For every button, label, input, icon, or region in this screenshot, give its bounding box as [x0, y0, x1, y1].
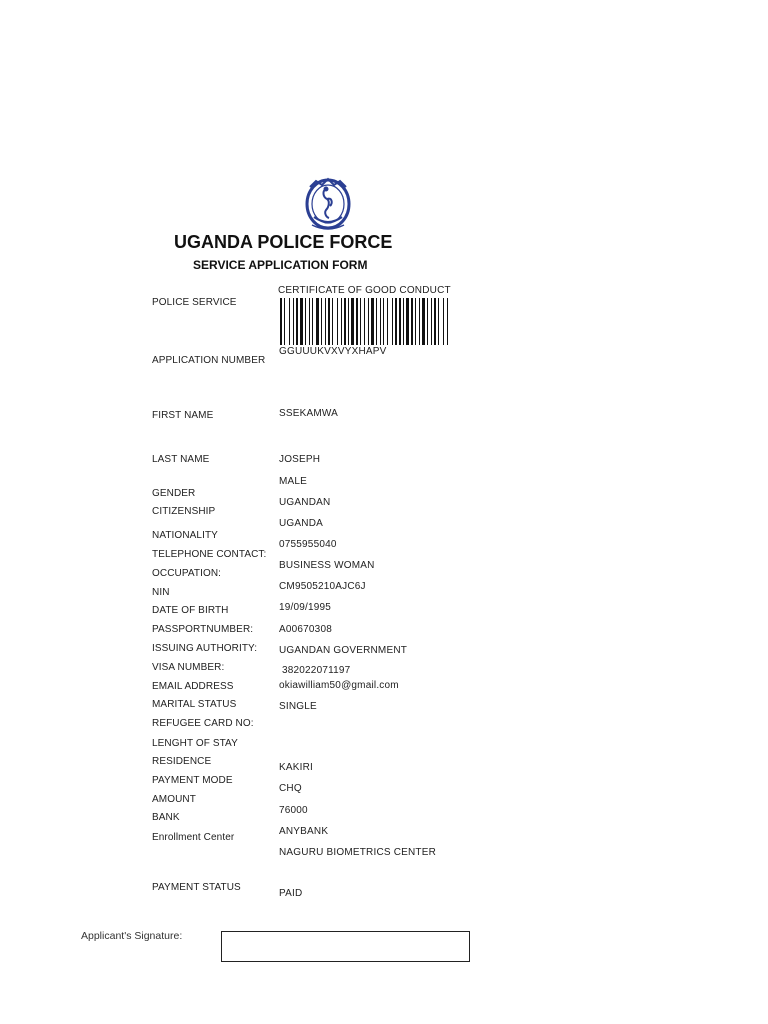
visa-number-label: VISA NUMBER:: [152, 662, 225, 673]
citizenship-value: UGANDAN: [279, 497, 331, 508]
length-of-stay-label: LENGHT OF STAY: [152, 738, 238, 749]
first-name-label: FIRST NAME: [152, 410, 214, 421]
marital-status-label: MARITAL STATUS: [152, 699, 237, 710]
page-subtitle: SERVICE APPLICATION FORM: [193, 258, 368, 272]
enrollment-center-label: Enrollment Center: [152, 832, 235, 843]
application-number-value: GGUUUKVXVYXHAPV: [279, 346, 387, 357]
telephone-label: TELEPHONE CONTACT:: [152, 549, 267, 560]
uganda-police-crest-icon: [302, 177, 354, 233]
amount-value: 76000: [279, 805, 308, 816]
signature-box[interactable]: [221, 931, 470, 962]
first-name-value: SSEKAMWA: [279, 408, 339, 419]
amount-label: AMOUNT: [152, 794, 196, 805]
payment-status-label: PAYMENT STATUS: [152, 882, 241, 893]
refugee-card-label: REFUGEE CARD NO:: [152, 718, 254, 729]
payment-mode-value: CHQ: [279, 783, 302, 794]
residence-value: KAKIRI: [279, 762, 313, 773]
bank-value: ANYBANK: [279, 826, 329, 837]
dob-label: DATE OF BIRTH: [152, 605, 229, 616]
telephone-value: 0755955040: [279, 539, 337, 550]
email-value: okiawilliam50@gmail.com: [279, 680, 399, 691]
page-title: UGANDA POLICE FORCE: [174, 232, 393, 252]
gender-value: MALE: [279, 476, 308, 487]
passport-label: PASSPORTNUMBER:: [152, 624, 254, 635]
nin-value: CM9505210AJC6J: [279, 581, 366, 592]
marital-status-value: SINGLE: [279, 701, 317, 712]
citizenship-label: CITIZENSHIP: [152, 506, 216, 517]
bank-label: BANK: [152, 812, 180, 823]
residence-label: RESIDENCE: [152, 756, 212, 767]
nationality-value: UGANDA: [279, 518, 323, 529]
enrollment-center-value: NAGURU BIOMETRICS CENTER: [279, 847, 437, 858]
barcode-icon: [280, 298, 524, 345]
nin-label: NIN: [152, 587, 170, 598]
last-name-label: LAST NAME: [152, 454, 210, 465]
payment-mode-label: PAYMENT MODE: [152, 775, 233, 786]
payment-status-value: PAID: [279, 888, 303, 899]
occupation-label: OCCUPATION:: [152, 568, 222, 579]
passport-value: A00670308: [279, 624, 332, 635]
occupation-value: BUSINESS WOMAN: [279, 560, 375, 571]
application-number-label: APPLICATION NUMBER: [152, 355, 266, 366]
police-service-value: CERTIFICATE OF GOOD CONDUCT: [278, 285, 451, 296]
nationality-label: NATIONALITY: [152, 530, 218, 541]
email-label: EMAIL ADDRESS: [152, 681, 234, 692]
police-service-label: POLICE SERVICE: [152, 297, 237, 308]
issuing-authority-value: UGANDAN GOVERNMENT: [279, 645, 408, 656]
last-name-value: JOSEPH: [279, 454, 321, 465]
gender-label: GENDER: [152, 488, 196, 499]
signature-label: Applicant's Signature:: [81, 930, 183, 942]
visa-number-value: 382022071197: [282, 665, 351, 676]
issuing-authority-label: ISSUING AUTHORITY:: [152, 643, 258, 654]
dob-value: 19/09/1995: [279, 602, 332, 613]
